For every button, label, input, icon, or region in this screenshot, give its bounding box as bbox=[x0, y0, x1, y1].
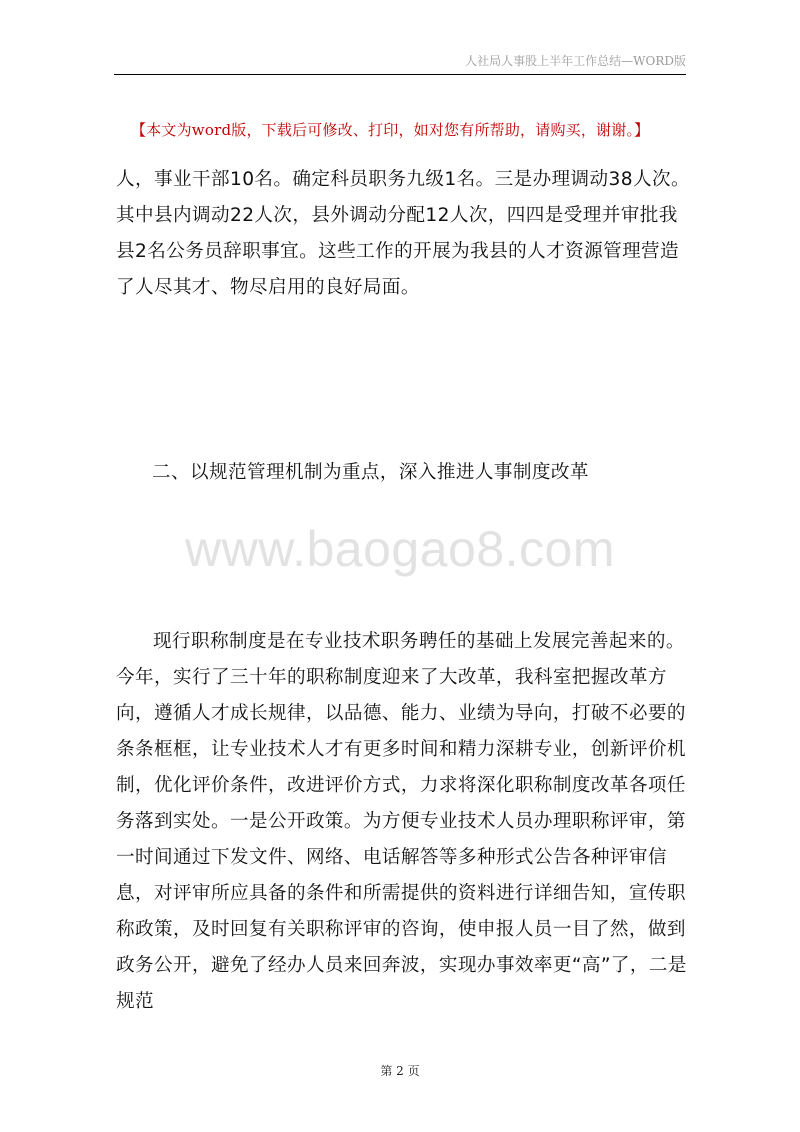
body-paragraph-2: 现行职称制度是在专业技术职务聘任的基础上发展完善起来的。今年，实行了三十年的职称制度迎来了大改革，我科室把握改革方向，遵循人才成长规律，以品德、能力、业绩为导向，打破不必要的条条框框，让专业技术人才有更多时间和精力深耕专业，创新评价机制，优化评价条件，改进评价方式，力求将深化职称制度改革各项任务落到实处。一是公开政策。为方便专业技术人员办理职称评审，第一时间通过下发文件、网络、电话解答等多种形式公告各种评审信息，对评审所应具备的条件和所需提供的资料进行详细告知，宣传职称政策，及时回复有关职称评审的咨询，使申报人员一目了然，做到政务公开，避免了经办人员来回奔波，实现办事效率更“高”了，二是规范 bbox=[116, 631, 687, 1012]
running-header: 人社局人事股上半年工作总结—WORD版 bbox=[465, 54, 686, 68]
download-notice: 【本文为word版，下载后可修改、打印，如对您有所帮助，请购买，谢谢。】 bbox=[131, 121, 650, 139]
header-divider bbox=[114, 74, 686, 75]
page-number: 第 2 页 bbox=[380, 1064, 420, 1078]
body-paragraph-1: 人，事业干部10名。确定科员职务九级1名。三是办理调动38人次。其中县内调动22人次，县外调动分配12人次，四四是受理并审批我县2名公务员辞职事宜。这些工作的开展为我县的人才资源管理营造了人尽其才、物尽启用的良好局面。 bbox=[116, 169, 690, 298]
watermark: www.baogao8.com bbox=[185, 521, 615, 577]
section-heading: 二、以规范管理机制为重点，深入推进人事制度改革 bbox=[152, 462, 589, 483]
